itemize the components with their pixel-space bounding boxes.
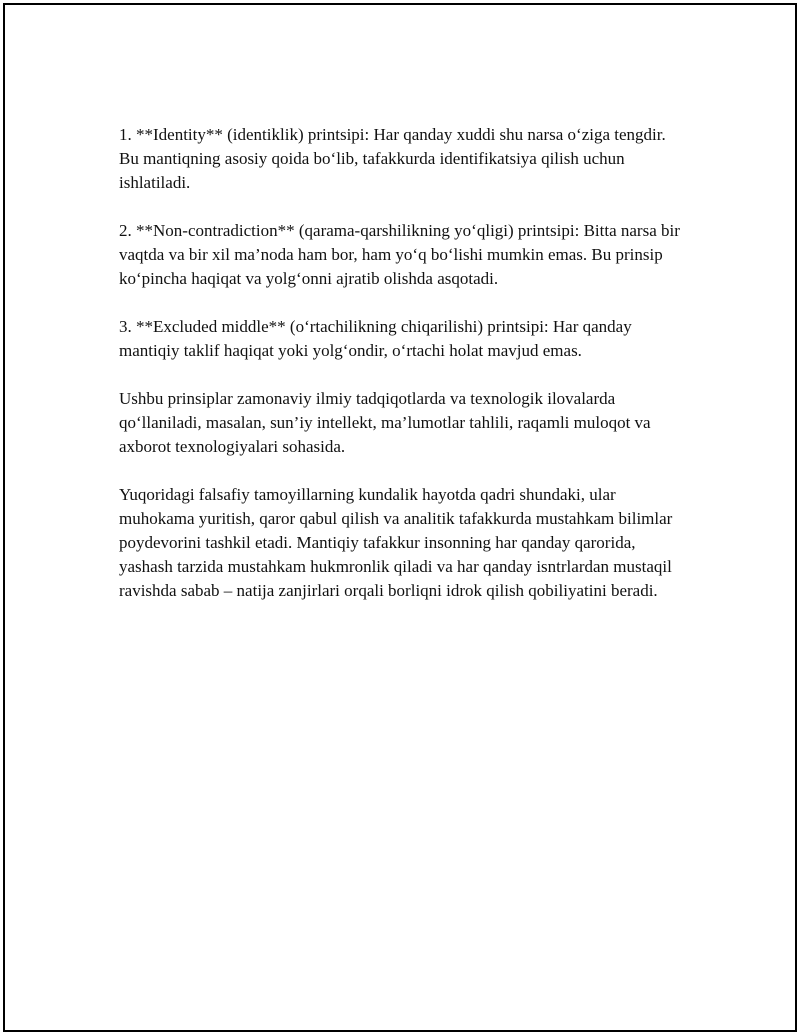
paragraph-conclusion: Yuqoridagi falsafiy tamoyillarning kundalik hayotda qadri shundaki, ular muhokama yuritish, qaror qabul qilish va analitik tafakkurda mustahkam bilimlar poydevorini tashkil etadi. Mantiqiy tafakkur insonning har qanday qarorida, yashash tarzida mustahkam hukmronlik qiladi va har qanday isntrlardan mustaqil ravishda sabab – natija zanjirlari orqali borliqni idrok qilish qobiliyatini beradi. [119,485,673,600]
document-body [119,123,689,627]
paragraph-applications: Ushbu prinsiplar zamonaviy ilmiy tadqiqotlarda va texnologik ilovalarda qo‘llaniladi, masalan, sun’iy intellekt, ma’lumotlar tahlili, raqamli muloqot va axborot texnologiyalari sohasida. [119,389,651,456]
paragraph-non-contradiction-principle: 2. **Non-contradiction** (qarama-qarshilikning yo‘qligi) printsipi: Bitta narsa bir vaqtda va bir xil ma’noda ham bor, ham yo‘q bo‘lishi mumkin emas. Bu prinsip ko‘pincha haqiqat va yolg‘onni ajratib olishda asqotadi. [119,221,680,288]
paragraph-identity-principle: 1. **Identity** (identiklik) printsipi: Har qanday xuddi shu narsa o‘ziga tengdir. Bu mantiqning asosiy qoida bo‘lib, tafakkurda identifikatsiya qilish uchun ishlatiladi. [119,125,666,192]
document-page [3,3,797,1032]
paragraph-excluded-middle-principle: 3. **Excluded middle** (o‘rtachilikning chiqarilishi) printsipi: Har qanday mantiqiy taklif haqiqat yoki yolg‘ondir, o‘rtachi holat mavjud emas. [119,317,632,360]
